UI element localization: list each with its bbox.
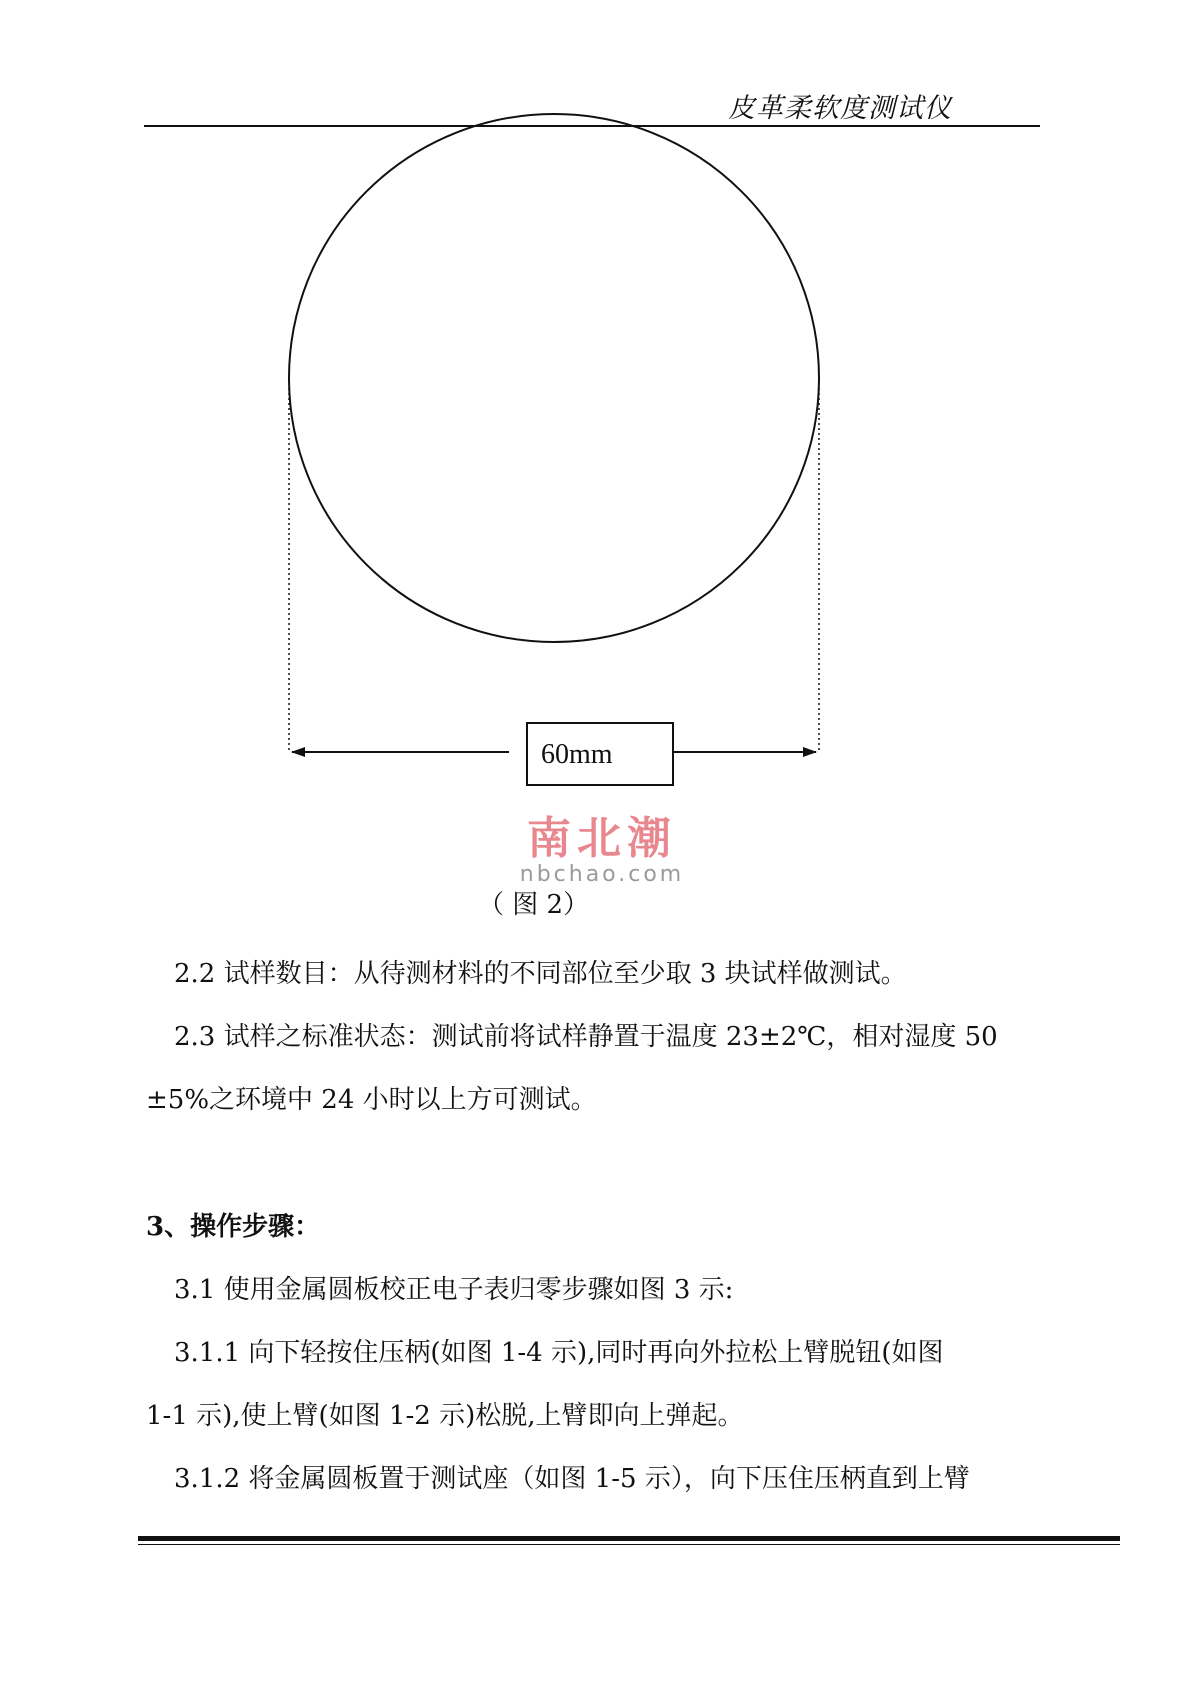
paragraph-2-3-line-1: 2.3 试样之标准状态：测试前将试样静置于温度 23±2℃，相对湿度 50 xyxy=(174,1022,998,1052)
sample-circle xyxy=(289,114,819,642)
paragraph-3-1-2: 3.1.2 将金属圆板置于测试座（如图 1-5 示），向下压住压柄直到上臂 xyxy=(174,1464,970,1494)
paragraph-3-1-1-line-1: 3.1.1 向下轻按住压柄(如图 1-4 示),同时再向外拉松上臂脱钮(如图 xyxy=(174,1338,944,1368)
figure-caption: （ 图 2） xyxy=(478,890,590,920)
footer-rule-thick xyxy=(138,1536,1120,1541)
paragraph-2-2: 2.2 试样数目：从待测材料的不同部位至少取 3 块试样做测试。 xyxy=(174,959,907,989)
paragraph-2-3-line-2: ±5%之环境中 24 小时以上方可测试。 xyxy=(146,1085,597,1115)
header-title: 皮革柔软度测试仪 xyxy=(728,93,952,124)
footer-rule-thin xyxy=(138,1544,1120,1545)
watermark-url: nbchao.com xyxy=(519,862,685,887)
paragraph-3-1-1-line-2: 1-1 示),使上臂(如图 1-2 示)松脱,上臂即向上弹起。 xyxy=(146,1401,744,1431)
dimension-label: 60mm xyxy=(541,739,613,770)
watermark xyxy=(512,815,692,887)
paragraph-3-1: 3.1 使用金属圆板校正电子表归零步骤如图 3 示: xyxy=(174,1275,734,1305)
section-heading-3: 3、操作步骤： xyxy=(146,1212,321,1242)
watermark-logo-text: 南北潮 xyxy=(527,813,677,864)
